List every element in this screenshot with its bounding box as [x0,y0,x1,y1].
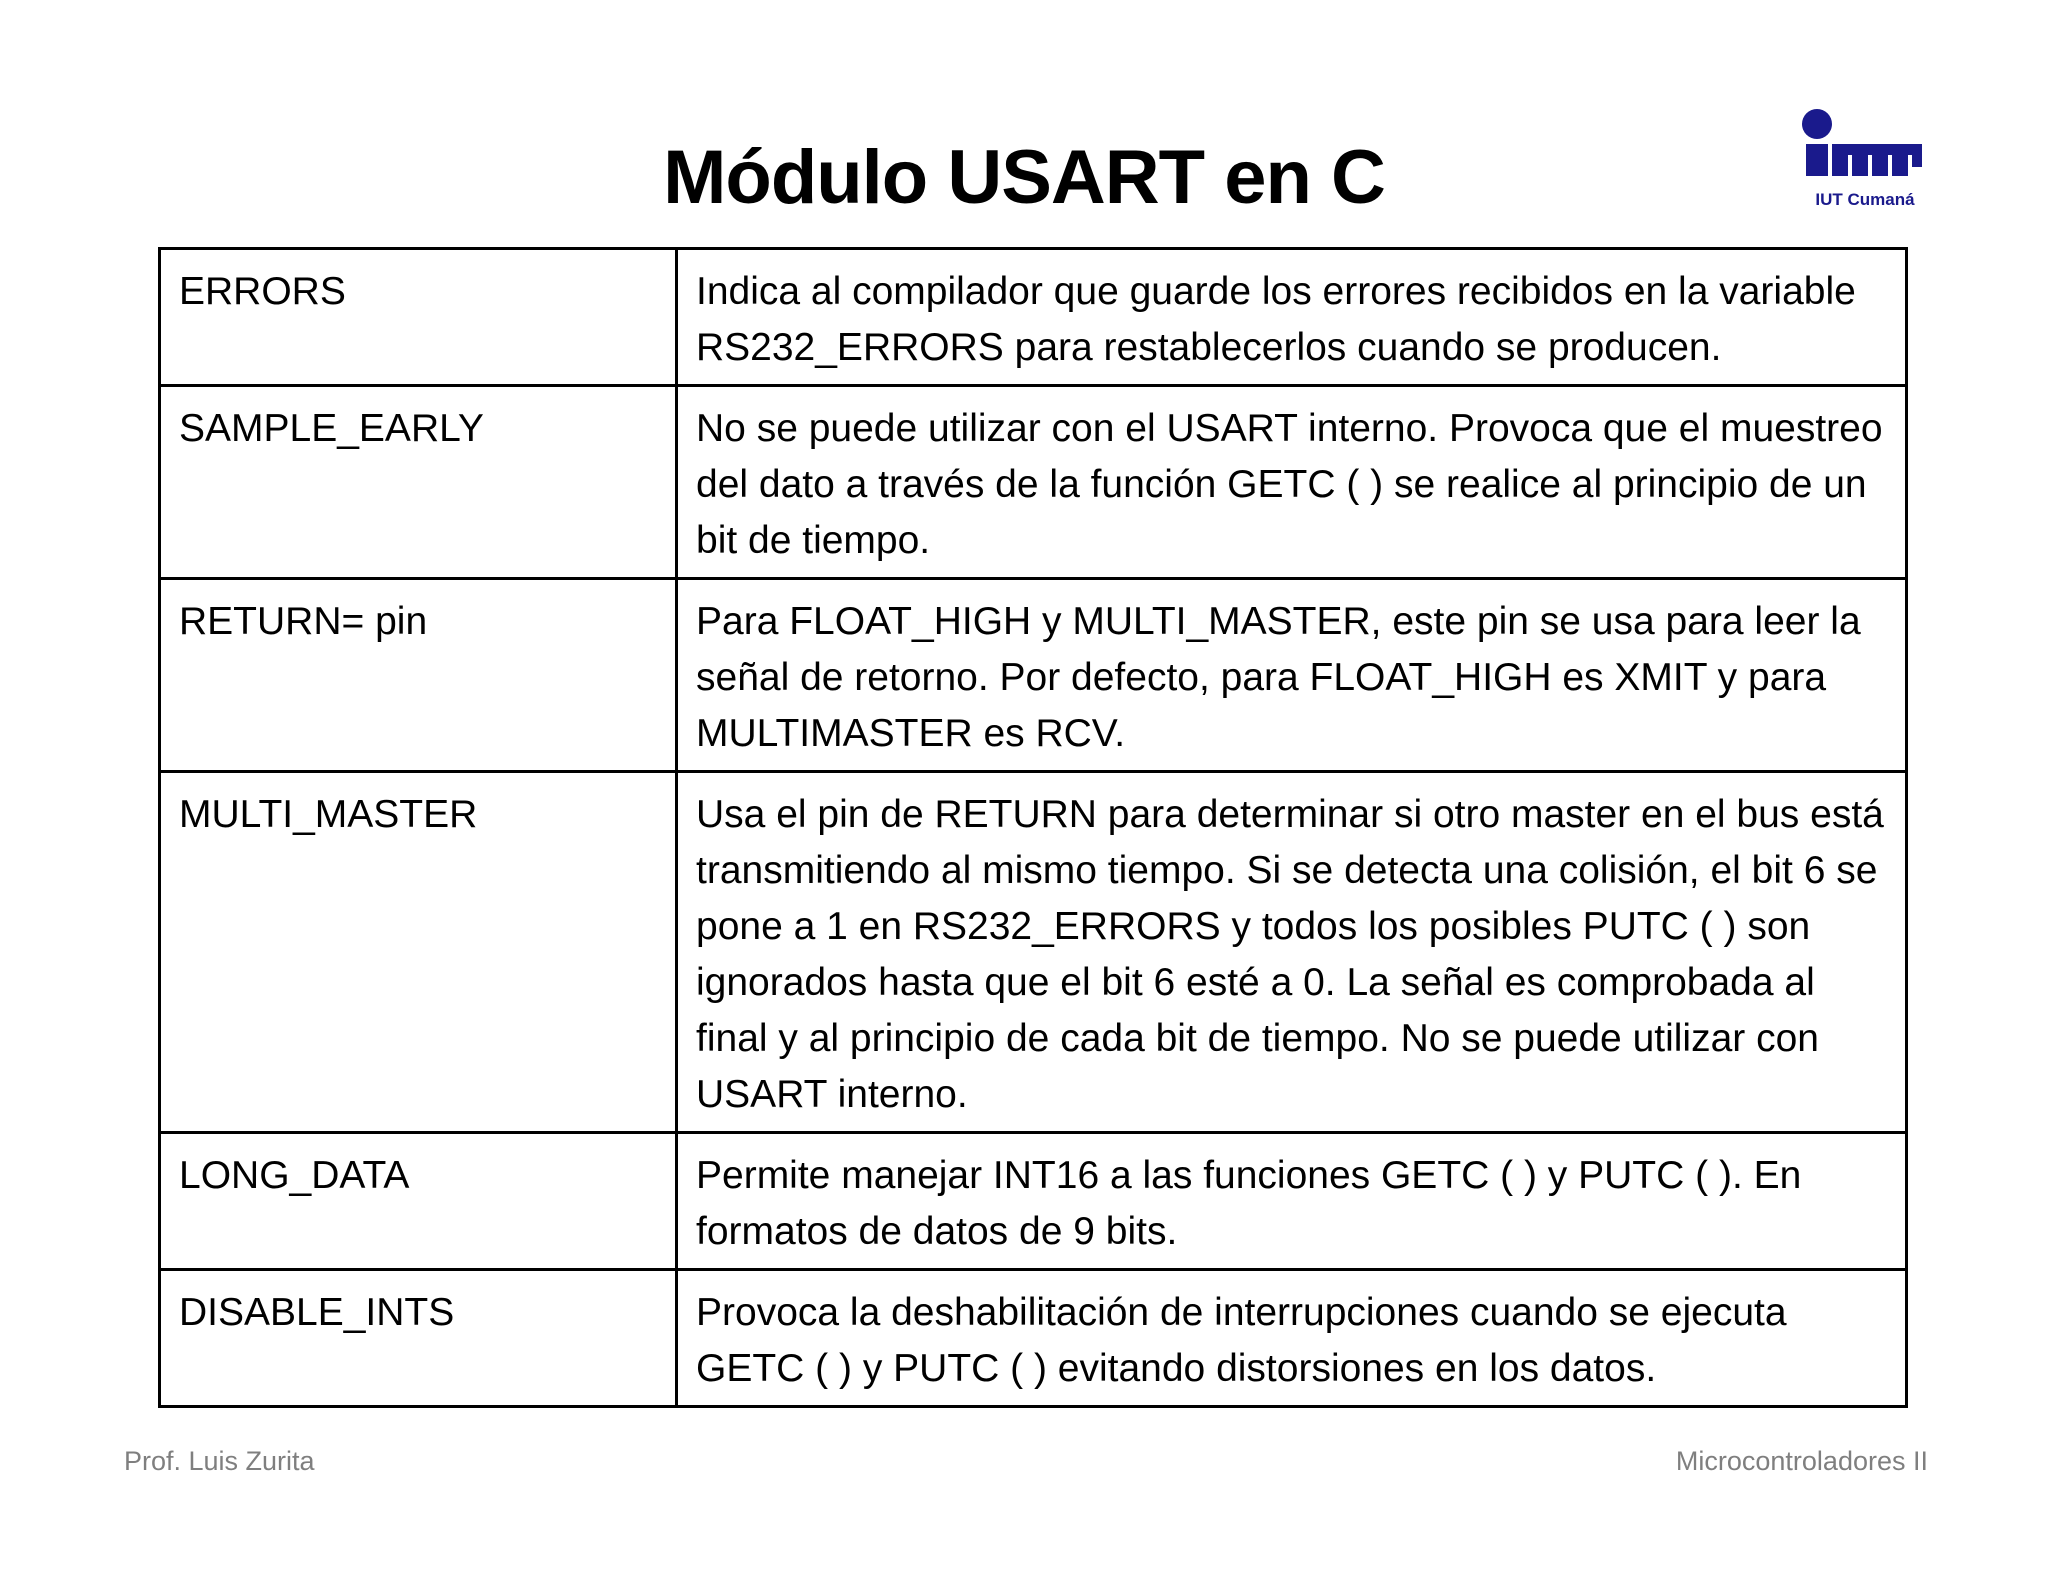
iut-logo-icon [1800,106,1930,190]
table-row [160,772,1907,1133]
option-description: Para FLOAT_HIGH y MULTI_MASTER, este pin se usa para leer la señal de retorno. Por defecto, para FLOAT_HIGH es XMIT y para MULTIMASTER es RCV. [677,579,1907,772]
option-description: No se puede utilizar con el USART interno. Provoca que el muestreo del dato a través de la función GETC ( ) se realice al principio de un bit de tiempo. [677,386,1907,579]
usart-options-table [158,247,1908,1408]
option-name: LONG_DATA [160,1133,677,1270]
option-name: MULTI_MASTER [160,772,677,1133]
table-row [160,579,1907,772]
footer-author: Prof. Luis Zurita [124,1446,315,1476]
option-description: Indica al compilador que guarde los errores recibidos en la variable RS232_ERRORS para restablecerlos cuando se producen. [677,249,1907,386]
table-row [160,386,1907,579]
logo-caption: IUT Cumaná [1815,190,1915,209]
table-row [160,1270,1907,1407]
footer-course: Microcontroladores II [1675,1446,1928,1476]
option-name: DISABLE_INTS [160,1270,677,1407]
iut-logo [1800,106,1930,216]
option-name: ERRORS [160,249,677,386]
option-description: Provoca la deshabilitación de interrupciones cuando se ejecuta GETC ( ) y PUTC ( ) evitando distorsiones en los datos. [677,1270,1907,1407]
option-name: SAMPLE_EARLY [160,386,677,579]
option-description: Usa el pin de RETURN para determinar si otro master en el bus está transmitiendo al mismo tiempo. Si se detecta una colisión, el bit 6 se pone a 1 en RS232_ERRORS y todos los posibles PUTC ( ) son ignorados hasta que el bit 6 esté a 0. La señal es comprobada al final y al principio de cada bit de tiempo. No se puede utilizar con USART interno. [677,772,1907,1133]
table-row [160,1133,1907,1270]
option-description: Permite manejar INT16 a las funciones GETC ( ) y PUTC ( ). En formatos de datos de 9 bits. [677,1133,1907,1270]
option-name: RETURN= pin [160,579,677,772]
table-row [160,249,1907,386]
slide-title: Módulo USART en C [663,135,1385,220]
